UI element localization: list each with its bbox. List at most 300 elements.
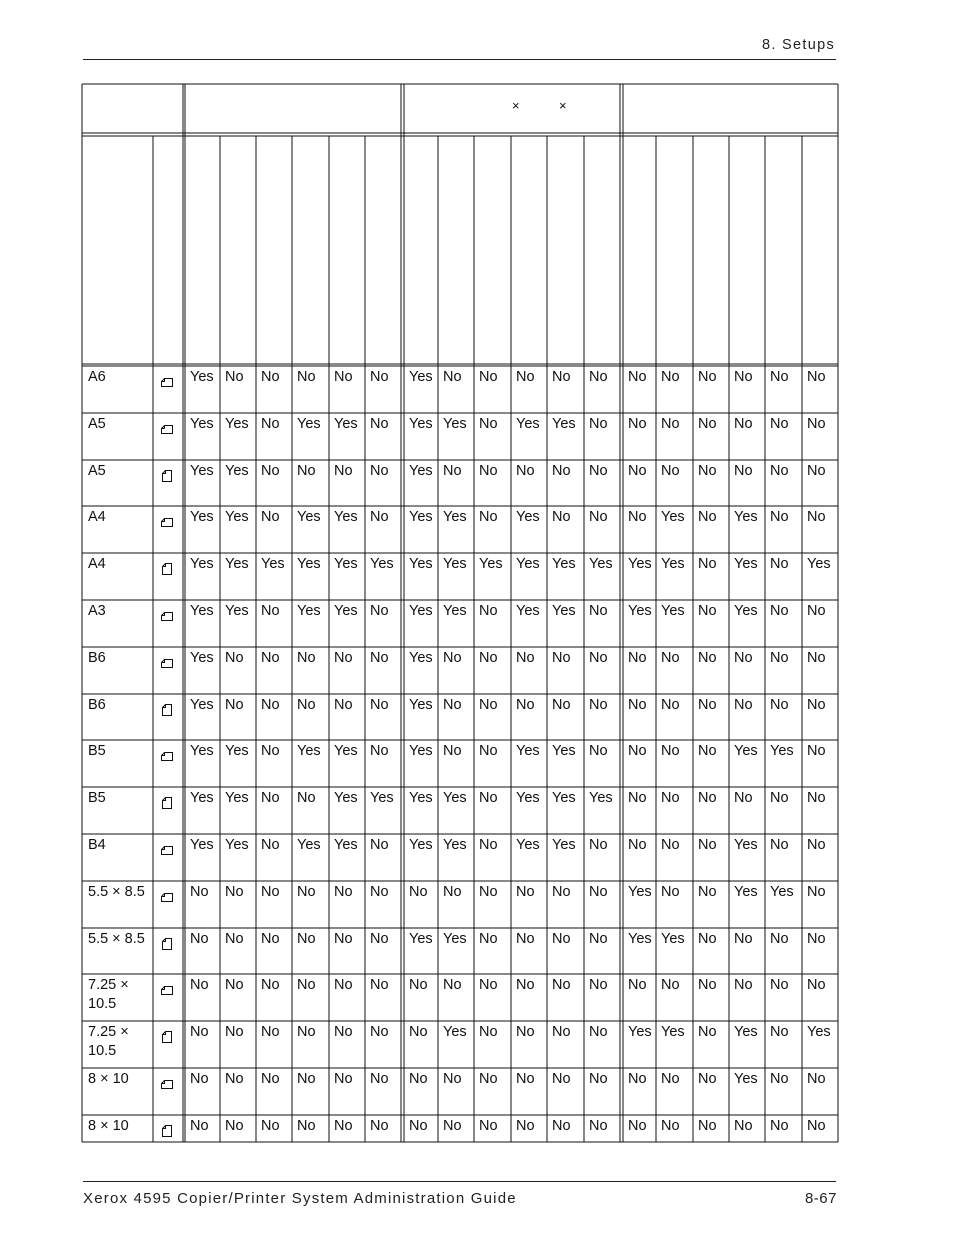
support-cell: No — [334, 930, 353, 947]
support-cell: No — [297, 883, 316, 900]
support-cell: Yes — [190, 696, 214, 713]
support-cell: No — [370, 462, 389, 479]
support-cell: Yes — [190, 649, 214, 666]
paper-size-label: B4 — [88, 837, 106, 853]
support-cell: Yes — [516, 743, 540, 760]
support-cell: No — [516, 1024, 535, 1041]
paper-size-label: A5 — [88, 462, 106, 479]
support-cell: Yes — [225, 556, 249, 573]
footer-guide-title: Xerox 4595 Copier/Printer System Administration Guide — [83, 1190, 517, 1207]
footer-rule — [83, 1181, 836, 1182]
support-cell: No — [479, 743, 498, 760]
support-cell: No — [734, 790, 753, 807]
support-cell: No — [807, 1117, 826, 1134]
support-cell: Yes — [661, 930, 685, 947]
support-cell: No — [807, 649, 826, 666]
support-cell: No — [807, 977, 826, 994]
support-cell: No — [807, 509, 826, 526]
support-cell: No — [734, 696, 753, 713]
support-cell: No — [734, 462, 753, 479]
support-cell: No — [443, 883, 462, 900]
support-cell: No — [261, 1024, 280, 1041]
support-cell: Yes — [807, 556, 831, 573]
support-cell: No — [516, 930, 535, 947]
support-cell: Yes — [409, 369, 433, 385]
support-cell: No — [589, 603, 608, 619]
support-cell: Yes — [734, 883, 758, 900]
support-cell: Yes — [261, 556, 285, 573]
support-cell: No — [770, 1117, 789, 1134]
support-cell: No — [770, 837, 789, 853]
support-cell: No — [225, 649, 244, 666]
support-cell: Yes — [661, 1024, 685, 1041]
support-cell: No — [370, 1071, 389, 1087]
support-cell: No — [370, 1024, 389, 1041]
support-cell: No — [628, 837, 647, 853]
running-head: 8. Setups — [762, 37, 835, 53]
header-times-mark: × — [559, 98, 567, 113]
support-cell: Yes — [225, 837, 249, 853]
portrait-feed-icon — [161, 1031, 173, 1043]
support-cell: Yes — [443, 603, 467, 619]
support-cell: No — [589, 509, 608, 526]
support-cell: No — [225, 369, 244, 385]
support-cell: No — [409, 1117, 428, 1134]
support-cell: No — [516, 1071, 535, 1087]
support-cell: No — [297, 790, 316, 807]
support-cell: Yes — [552, 415, 576, 432]
support-cell: No — [628, 696, 647, 713]
support-cell: No — [698, 743, 717, 760]
support-cell: No — [698, 883, 717, 900]
support-cell: No — [628, 743, 647, 760]
support-cell: No — [589, 415, 608, 432]
support-cell: Yes — [334, 556, 358, 573]
support-cell: No — [409, 883, 428, 900]
support-cell: No — [770, 369, 789, 385]
support-cell: No — [698, 509, 717, 526]
portrait-feed-icon — [161, 470, 173, 482]
support-cell: No — [261, 743, 280, 760]
support-cell: Yes — [409, 415, 433, 432]
portrait-feed-icon — [161, 704, 173, 716]
support-cell: No — [589, 369, 608, 385]
support-cell: No — [661, 977, 680, 994]
support-cell: No — [479, 603, 498, 619]
support-cell: No — [479, 509, 498, 526]
support-cell: No — [589, 883, 608, 900]
support-cell: No — [589, 1024, 608, 1041]
support-cell: No — [698, 790, 717, 807]
support-cell: No — [261, 1117, 280, 1134]
support-cell: No — [698, 1024, 717, 1041]
support-cell: No — [479, 696, 498, 713]
support-cell: No — [261, 649, 280, 666]
support-cell: No — [479, 837, 498, 853]
support-cell: Yes — [516, 837, 540, 853]
support-cell: No — [770, 556, 789, 573]
support-cell: No — [516, 883, 535, 900]
support-cell: No — [516, 696, 535, 713]
support-cell: Yes — [661, 603, 685, 619]
support-cell: Yes — [552, 556, 576, 573]
support-cell: No — [225, 977, 244, 994]
support-cell: No — [370, 837, 389, 853]
support-cell: Yes — [770, 743, 794, 760]
support-cell: Yes — [628, 930, 652, 947]
support-cell: No — [628, 509, 647, 526]
support-cell: Yes — [409, 837, 433, 853]
paper-size-label: A4 — [88, 509, 106, 526]
support-cell: Yes — [409, 743, 433, 760]
support-cell: Yes — [516, 415, 540, 432]
support-cell: No — [552, 1071, 571, 1087]
support-cell: Yes — [443, 790, 467, 807]
support-cell: Yes — [589, 790, 613, 807]
support-cell: No — [552, 883, 571, 900]
support-cell: No — [334, 696, 353, 713]
support-cell: No — [628, 1071, 647, 1087]
support-cell: No — [661, 649, 680, 666]
support-cell: No — [807, 883, 826, 900]
support-cell: No — [516, 462, 535, 479]
support-cell: No — [479, 1071, 498, 1087]
support-cell: No — [552, 462, 571, 479]
support-cell: Yes — [734, 837, 758, 853]
support-cell: Yes — [190, 509, 214, 526]
support-cell: Yes — [297, 603, 321, 619]
support-cell: No — [628, 790, 647, 807]
support-cell: Yes — [661, 556, 685, 573]
support-cell: No — [190, 1024, 209, 1041]
portrait-feed-icon — [161, 797, 173, 809]
support-cell: Yes — [225, 509, 249, 526]
support-cell: No — [734, 649, 753, 666]
support-cell: No — [628, 649, 647, 666]
support-cell: No — [190, 1117, 209, 1134]
support-cell: No — [297, 462, 316, 479]
support-cell: Yes — [225, 603, 249, 619]
support-cell: No — [443, 977, 462, 994]
support-cell: No — [807, 603, 826, 619]
support-cell: No — [370, 977, 389, 994]
paper-size-label: 8 × 10 — [88, 1071, 129, 1087]
support-cell: No — [552, 509, 571, 526]
support-cell: Yes — [628, 556, 652, 573]
support-cell: No — [479, 883, 498, 900]
support-cell: No — [770, 603, 789, 619]
support-cell: Yes — [409, 696, 433, 713]
support-cell: Yes — [770, 883, 794, 900]
footer-page-number: 8-67 — [804, 1190, 837, 1207]
landscape-feed-icon — [161, 516, 173, 528]
support-cell: Yes — [190, 462, 214, 479]
support-cell: Yes — [589, 556, 613, 573]
support-cell: Yes — [297, 837, 321, 853]
support-cell: No — [589, 977, 608, 994]
header-times-mark: × — [512, 98, 520, 113]
support-cell: Yes — [734, 1024, 758, 1041]
paper-size-label: A5 — [88, 415, 106, 432]
support-cell: No — [516, 1117, 535, 1134]
support-cell: Yes — [734, 556, 758, 573]
support-cell: Yes — [552, 790, 576, 807]
support-cell: No — [190, 977, 209, 994]
support-cell: No — [661, 415, 680, 432]
support-cell: No — [661, 743, 680, 760]
paper-size-label: A3 — [88, 603, 106, 619]
support-cell: No — [297, 649, 316, 666]
support-cell: No — [261, 1071, 280, 1087]
support-cell: No — [770, 509, 789, 526]
support-cell: No — [807, 837, 826, 853]
support-cell: No — [589, 837, 608, 853]
support-cell: No — [552, 369, 571, 385]
support-cell: Yes — [409, 930, 433, 947]
support-cell: Yes — [190, 743, 214, 760]
support-cell: Yes — [409, 603, 433, 619]
support-cell: No — [225, 930, 244, 947]
support-cell: Yes — [552, 603, 576, 619]
support-cell: No — [770, 930, 789, 947]
support-cell: No — [698, 415, 717, 432]
support-cell: No — [698, 556, 717, 573]
support-cell: No — [479, 462, 498, 479]
support-cell: No — [734, 415, 753, 432]
support-cell: Yes — [443, 509, 467, 526]
support-cell: No — [261, 696, 280, 713]
support-cell: No — [370, 696, 389, 713]
support-cell: No — [770, 790, 789, 807]
support-cell: Yes — [225, 462, 249, 479]
support-cell: No — [661, 1071, 680, 1087]
support-cell: Yes — [225, 790, 249, 807]
support-cell: No — [334, 1024, 353, 1041]
support-cell: No — [261, 837, 280, 853]
portrait-feed-icon — [161, 938, 173, 950]
landscape-feed-icon — [161, 657, 173, 669]
support-cell: No — [734, 1117, 753, 1134]
support-cell: No — [261, 790, 280, 807]
support-cell: Yes — [297, 556, 321, 573]
support-cell: No — [261, 930, 280, 947]
support-cell: No — [698, 1071, 717, 1087]
support-cell: Yes — [443, 556, 467, 573]
support-cell: Yes — [334, 743, 358, 760]
support-cell: No — [698, 696, 717, 713]
support-cell: No — [443, 369, 462, 385]
support-cell: No — [370, 369, 389, 385]
support-cell: No — [661, 369, 680, 385]
support-cell: No — [661, 696, 680, 713]
support-cell: No — [261, 883, 280, 900]
support-cell: No — [807, 696, 826, 713]
support-cell: No — [589, 930, 608, 947]
paper-size-label: 5.5 × 8.5 — [88, 883, 145, 900]
support-cell: No — [589, 1117, 608, 1134]
support-cell: Yes — [734, 603, 758, 619]
support-cell: No — [261, 977, 280, 994]
support-cell: No — [370, 1117, 389, 1134]
support-cell: No — [589, 743, 608, 760]
support-cell: Yes — [334, 790, 358, 807]
support-cell: Yes — [661, 509, 685, 526]
support-cell: Yes — [628, 603, 652, 619]
support-cell: No — [698, 603, 717, 619]
support-cell: No — [334, 977, 353, 994]
support-cell: No — [370, 649, 389, 666]
support-cell: No — [370, 743, 389, 760]
support-cell: No — [589, 649, 608, 666]
support-cell: Yes — [190, 790, 214, 807]
support-cell: Yes — [807, 1024, 831, 1041]
support-cell: No — [661, 883, 680, 900]
support-cell: No — [190, 1071, 209, 1087]
landscape-feed-icon — [161, 750, 173, 762]
support-cell: No — [297, 1024, 316, 1041]
support-cell: No — [628, 462, 647, 479]
support-cell: No — [190, 930, 209, 947]
support-cell: No — [297, 977, 316, 994]
support-cell: No — [698, 977, 717, 994]
support-cell: No — [297, 1071, 316, 1087]
support-cell: No — [334, 1117, 353, 1134]
support-cell: No — [589, 696, 608, 713]
support-cell: No — [443, 743, 462, 760]
support-cell: No — [589, 462, 608, 479]
support-cell: No — [552, 1024, 571, 1041]
landscape-feed-icon — [161, 891, 173, 903]
support-cell: No — [734, 930, 753, 947]
support-cell: No — [297, 930, 316, 947]
support-cell: No — [479, 1117, 498, 1134]
support-cell: No — [409, 1024, 428, 1041]
support-cell: No — [661, 837, 680, 853]
support-cell: Yes — [479, 556, 503, 573]
support-cell: Yes — [409, 462, 433, 479]
support-cell: Yes — [334, 509, 358, 526]
support-cell: Yes — [734, 509, 758, 526]
support-cell: No — [334, 883, 353, 900]
support-cell: No — [770, 1071, 789, 1087]
support-cell: Yes — [628, 1024, 652, 1041]
landscape-feed-icon — [161, 844, 173, 856]
paper-size-label: 8 × 10 — [88, 1117, 129, 1134]
support-cell: Yes — [225, 743, 249, 760]
paper-size-label: 7.25 × 10.5 — [88, 977, 129, 1013]
support-cell: Yes — [552, 837, 576, 853]
portrait-feed-icon — [161, 1125, 173, 1137]
support-cell: No — [261, 415, 280, 432]
support-cell: No — [516, 369, 535, 385]
support-cell: No — [661, 1117, 680, 1134]
support-cell: No — [698, 369, 717, 385]
support-cell: Yes — [552, 743, 576, 760]
support-cell: No — [334, 1071, 353, 1087]
support-cell: Yes — [190, 603, 214, 619]
support-cell: No — [628, 369, 647, 385]
support-cell: No — [479, 369, 498, 385]
support-cell: No — [479, 649, 498, 666]
landscape-feed-icon — [161, 1078, 173, 1090]
support-cell: No — [661, 790, 680, 807]
support-cell: No — [409, 977, 428, 994]
support-cell: No — [807, 790, 826, 807]
support-cell: No — [807, 369, 826, 385]
support-cell: No — [770, 415, 789, 432]
support-cell: No — [628, 1117, 647, 1134]
support-cell: No — [552, 930, 571, 947]
support-cell: Yes — [734, 743, 758, 760]
support-cell: No — [370, 930, 389, 947]
support-cell: No — [807, 1071, 826, 1087]
support-cell: No — [261, 462, 280, 479]
paper-size-label: B5 — [88, 743, 106, 760]
landscape-feed-icon — [161, 376, 173, 388]
paper-size-label: 5.5 × 8.5 — [88, 930, 145, 947]
support-cell: No — [516, 977, 535, 994]
landscape-feed-icon — [161, 423, 173, 435]
support-cell: Yes — [516, 509, 540, 526]
support-cell: No — [807, 743, 826, 760]
support-cell: Yes — [734, 1071, 758, 1087]
support-cell: No — [190, 883, 209, 900]
support-cell: No — [628, 977, 647, 994]
landscape-feed-icon — [161, 984, 173, 996]
support-cell: No — [770, 977, 789, 994]
support-cell: Yes — [443, 1024, 467, 1041]
support-cell: No — [770, 696, 789, 713]
support-cell: No — [552, 1117, 571, 1134]
support-cell: No — [225, 1024, 244, 1041]
support-cell: No — [698, 1117, 717, 1134]
support-cell: No — [479, 1024, 498, 1041]
support-cell: No — [552, 977, 571, 994]
support-cell: No — [479, 930, 498, 947]
support-cell: Yes — [225, 415, 249, 432]
support-cell: No — [443, 649, 462, 666]
support-cell: No — [443, 1117, 462, 1134]
support-cell: No — [770, 1024, 789, 1041]
support-cell: No — [334, 649, 353, 666]
support-cell: No — [479, 977, 498, 994]
support-cell: No — [261, 603, 280, 619]
support-cell: No — [334, 369, 353, 385]
support-cell: No — [370, 603, 389, 619]
support-cell: Yes — [297, 415, 321, 432]
support-cell: Yes — [516, 790, 540, 807]
support-cell: No — [443, 462, 462, 479]
support-cell: Yes — [516, 556, 540, 573]
support-cell: No — [370, 415, 389, 432]
support-cell: Yes — [190, 837, 214, 853]
support-cell: No — [552, 696, 571, 713]
support-cell: No — [297, 369, 316, 385]
support-cell: Yes — [628, 883, 652, 900]
support-cell: Yes — [334, 837, 358, 853]
support-cell: Yes — [443, 415, 467, 432]
support-cell: No — [516, 649, 535, 666]
support-cell: No — [807, 930, 826, 947]
landscape-feed-icon — [161, 610, 173, 622]
support-cell: No — [334, 462, 353, 479]
support-cell: No — [734, 369, 753, 385]
support-cell: No — [479, 415, 498, 432]
support-cell: Yes — [409, 509, 433, 526]
support-cell: Yes — [190, 556, 214, 573]
support-cell: Yes — [409, 790, 433, 807]
support-cell: No — [698, 837, 717, 853]
